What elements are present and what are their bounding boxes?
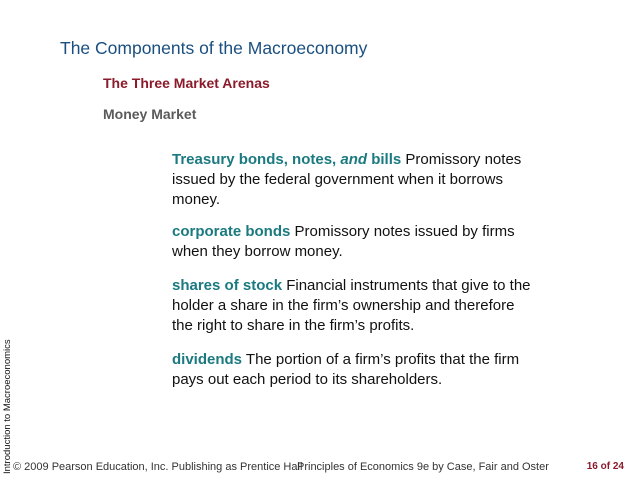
definition-shares-of-stock [172,276,532,336]
definition-term: dividends [172,351,243,368]
definition-term: shares of stock [172,277,283,294]
page-number: 16 of 24 [586,461,624,472]
footer [0,461,638,475]
definition-corporate-bonds [172,222,532,262]
definition-term: corporate bonds [172,223,291,240]
slide-title: The Components of the Macroeconomy [60,38,368,58]
definition-treasury [172,150,532,210]
vertical-chapter-label: Introduction to Macroeconomics [2,339,13,474]
copyright-text: © 2009 Pearson Education, Inc. Publishing as Prentice Hall [13,461,303,473]
book-citation: Principles of Economics 9e by Case, Fair and Oster [297,461,549,473]
slide-subtitle: The Three Market Arenas [103,75,270,91]
definition-text: Promissory notes issued by the federal government when it borrows money. [172,151,522,208]
section-heading: Money Market [103,106,197,122]
definition-term: Treasury bonds, notes, and bills [172,151,402,168]
definition-text: Promissory notes issued by firms when they borrow money. [172,223,515,260]
definition-text: Financial instruments that give to the holder a share in the firm’s ownership and therefore the right to share in the firm’s profits. [172,277,531,334]
definition-text: The portion of a firm’s profits that the firm pays out each period to its shareholders. [172,351,520,388]
definition-dividends [172,350,532,390]
